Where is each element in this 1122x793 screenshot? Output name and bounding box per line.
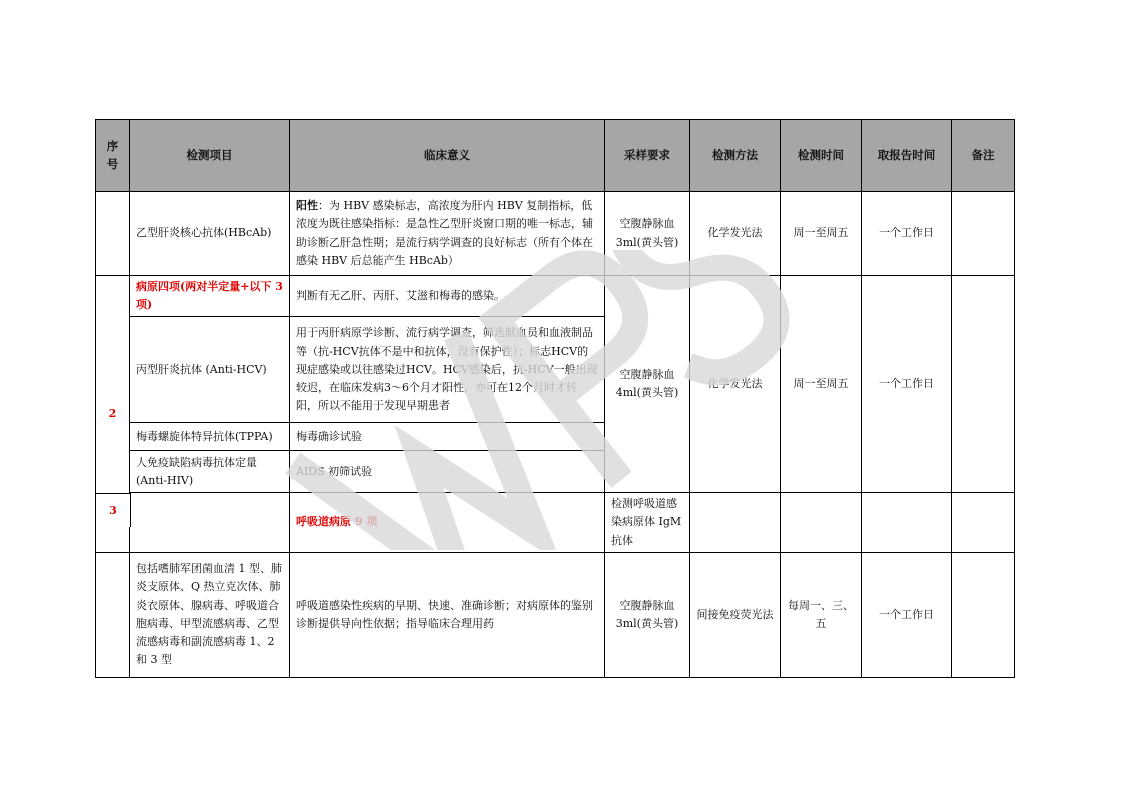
cell-time: 周一至周五 <box>781 192 862 276</box>
header-sample: 采样要求 <box>605 120 690 192</box>
cell-seq <box>96 192 130 276</box>
cell-sample: 空腹静脉血 3ml(黄头管) <box>605 192 690 276</box>
cell-note <box>952 552 1015 677</box>
cell-empty <box>952 493 1015 552</box>
cell-empty <box>862 493 952 552</box>
cell-item: 丙型肝炎抗体 (Anti-HCV) <box>130 317 290 423</box>
cell-report: 一个工作日 <box>862 552 952 677</box>
cell-meaning: 用于丙肝病原学诊断、流行病学调查，筛选献血员和血液制品等（抗-HCV抗体不是中和抗体，没有保护性）；标志HCV的现症感染或以往感染过HCV。HCV感染后，抗-HCV一般出现较迟，在临床发病3～6个月才阳性，亦可在12个月时才转阳，所以不能用于发现早期患者 <box>290 317 605 423</box>
cell-group2-report: 一个工作日 <box>862 276 952 493</box>
cell-empty <box>690 493 781 552</box>
cell-group2-title: 病原四项(两对半定量+以下 3 项) <box>130 276 290 317</box>
positive-label: 阳性 <box>296 199 318 213</box>
cell-group2-sample: 空腹静脉血 4ml(黄头管) <box>605 276 690 493</box>
cell-meaning <box>290 192 605 276</box>
table-row-hbcab <box>96 192 1015 276</box>
cell-group2-note <box>952 276 1015 493</box>
table-row-group2-title <box>96 276 1015 317</box>
cell-meaning: 梅毒确诊试验 <box>290 423 605 451</box>
table-row-group3-title <box>96 493 1015 552</box>
meaning-text: ：为 HBV 感染标志，高浓度为肝内 HBV 复制指标，低浓度为既往感染指标：是急性乙型肝炎窗口期的唯一标志，辅助诊断乙肝急性期；是流行病学调查的良好标志（所有个体在感染 HBV 后总能产生 HBcAb） <box>296 199 593 267</box>
cell-note <box>952 192 1015 276</box>
header-meaning: 临床意义 <box>290 120 605 192</box>
cell-group2-time: 周一至周五 <box>781 276 862 493</box>
cell-meaning: 呼吸道感染性疾病的早期、快速、准确诊断；对病原体的鉴别诊断提供导向性依据；指导临床合理用药 <box>290 552 605 677</box>
cell-seq-2: 2 <box>96 276 130 553</box>
test-items-table <box>95 119 1015 678</box>
cell-group2-method: 化学发光法 <box>690 276 781 493</box>
cell-item: 乙型肝炎核心抗体(HBcAb) <box>130 192 290 276</box>
cell-meaning: AIDS 初筛试验 <box>290 451 605 493</box>
cell-item: 梅毒螺旋体特异抗体(TPPA) <box>130 423 290 451</box>
header-note: 备注 <box>952 120 1015 192</box>
seq-3-label: 3 <box>95 493 131 527</box>
cell-method: 化学发光法 <box>690 192 781 276</box>
cell-item: 人免疫缺陷病毒抗体定量 (Anti-HIV) <box>130 451 290 493</box>
header-report: 取报告时间 <box>862 120 952 192</box>
cell-item: 包括嗜肺军团菌血清 1 型、肺炎支原体、Q 热立克次体、肺炎衣原体、腺病毒、呼吸道合胞病毒、甲型流感病毒、乙型流感病毒和副流感病毒 1、2 和 3 型 <box>130 552 290 677</box>
cell-report: 一个工作日 <box>862 192 952 276</box>
cell-group3-title: 呼吸道病原 9 项 <box>290 493 605 552</box>
header-time: 检测时间 <box>781 120 862 192</box>
header-row <box>96 120 1015 192</box>
cell-empty <box>781 493 862 552</box>
cell-method: 间接免疫荧光法 <box>690 552 781 677</box>
header-item: 检测项目 <box>130 120 290 192</box>
header-seq: 序 号 <box>96 120 130 192</box>
cell-seq <box>96 552 130 677</box>
cell-group2-meaning: 判断有无乙肝、丙肝、艾滋和梅毒的感染。 <box>290 276 605 317</box>
cell-sample: 空腹静脉血 3ml(黄头管) <box>605 552 690 677</box>
cell-group3-meaning: 检测呼吸道感染病原体 IgM 抗体 <box>605 493 690 552</box>
table-row-respiratory <box>96 552 1015 677</box>
header-method: 检测方法 <box>690 120 781 192</box>
cell-seq-3 <box>130 493 290 552</box>
cell-time: 每周一、三、五 <box>781 552 862 677</box>
